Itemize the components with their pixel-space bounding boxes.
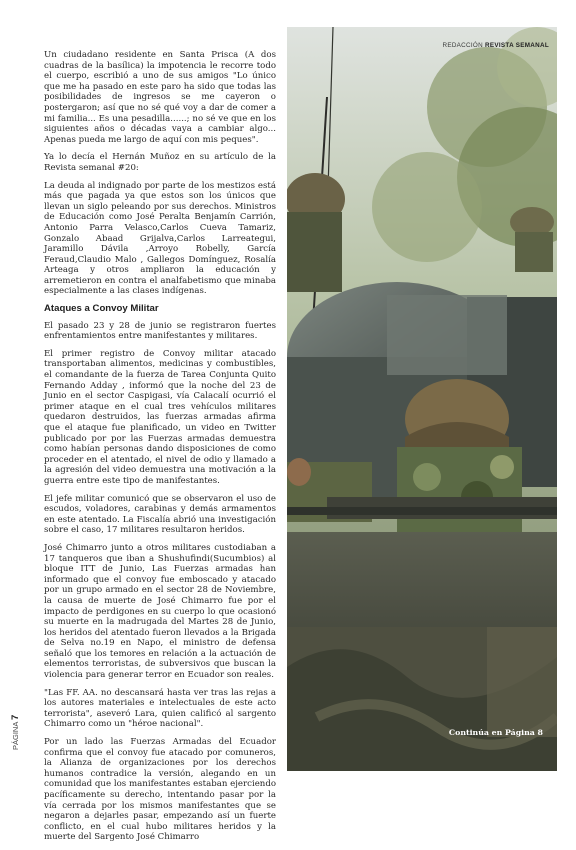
article-paragraph: El pasado 23 y 28 de junio se registraron fuertes enfrentamientos entre manifestantes y militares. <box>44 320 276 342</box>
section-header <box>442 42 549 49</box>
article-paragraph: Por un lado las Fuerzas Armadas del Ecuador confirma que el convoy fue atacado por comuneros, la Alianza de organizaciones por los derechos humanos contradice la versión, alegando en un comunidad que los manifestantes estaban ejerciendo pacíficamente su derecho, intentando pasar por la vía cerrada por los mismos manifestantes que se negaron a dejarles pasar, empezando así un fuerte conflicto, en el cual hubo militares heridos y la muerte del Sargento José Chimarro <box>44 737 276 843</box>
soldiers-on-tank-photo <box>287 27 557 771</box>
article-paragraph: Ya lo decía el Hernán Muñoz en su artículo de la Revista semanal #20: <box>44 152 276 173</box>
section-heading: Ataques a Convoy Militar <box>44 303 159 315</box>
article-paragraph: José Chimarro junto a otros militares custodiaban a 17 tanqueros que iban a Shushufindi(Sucumbios) al bloque ITT de Junio, Las Fuerzas armadas han informado que el convoy fue emboscado y atacado por un grupo armado en el sector 28 de Noviembre, la causa de muerte de José Chimarro fue por el impacto de perdigones en su cuerpo lo que ocasionó su muerte en la madrugada del Martes 28 de Junio, los heridos del atentado fueron llevados a la Brigada de Selva no.19 en Napo, el ministro de defensa señaló que los temores en relación a la actuación de elementos terroristas, de subversivos que buscan la violencia para generar terror en Ecuador son reales. <box>44 542 276 681</box>
article-quote: "Las FF. AA. no descansará hasta ver tras las rejas a los autores materiales e intelectuales de este acto terrorista", aseveró Lara, quien calificó al sargento Chimarro como un "héroe nacional". <box>44 687 276 730</box>
article-paragraph: Un ciudadano residente en Santa Prisca (A dos cuadras de la basílica) la impotencia le recorre todo el cuerpo, escribió a uno de sus amigos "Lo único que me ha pasado en este paro ha sido que todas las posibilidades de ingresos se me cayeron o postergaron; así que no sé qué voy a dar de comer a mi familia... Es una pesadilla......; no sé ve que en los siguientes años o décadas vaya a cambiar algo... Apenas pueda me largo de aquí con mis peques". <box>44 50 276 145</box>
continued-on-page-link[interactable]: Continúa en Página 8 <box>448 728 543 737</box>
page-number-value: 7 <box>10 714 21 720</box>
photo-illustration <box>287 27 557 771</box>
article-paragraph: El primer registro de Convoy militar atacado transportaban alimentos, medicinas y combustibles, el comandante de la fuerza de Tarea Conjunta Quito Fernando Adday , informó que la noche del 23 de Junio en el sector Caspigasi, vía Calacalí ocurrió el primer ataque en el cual tres vehículos militares quedaron destruidos, las fuerzas armadas afirma que el ataque fue planificado, un video en Twitter publicado por por las Fuerzas armadas demuestra como habían personas dando disposiciones de como proceder en el atentado, el nivel de odio y llamado a la agresión del video demuestra una motivación a la guerra entre este tipo de manifestantes. <box>44 348 276 486</box>
section-label: REDACCIÓN <box>442 42 483 49</box>
page-number <box>10 690 24 750</box>
article-column <box>44 50 276 850</box>
article-paragraph: La deuda al indignado por parte de los mestizos está más que pagada ya que estos son los únicos que llevan un siglo peleando por sus derechos. Ministros de Educación como José Peralta Benjamín Carrión, Antonio Parra Velasco,Carlos Cueva Tamariz, Gonzalo Abaad Grijalva,Carlos Larreategui, Jaramillo Dávila ,Arroyo Robelly, García Feraud,Claudio Malo , Gallegos Domínguez, Rosalía Arteaga y otros ampliaron la educación y arremetieron en contra el analfabetismo que minaba especialmente a las clases indígenas. <box>44 180 276 297</box>
article-paragraph: El jefe militar comunicó que se observaron el uso de escudos, voladores, carabinas y demás armamentos en este atentado. La Fiscalía abrió una investigación sobre el caso, 17 militares resultaron heridos. <box>44 493 276 536</box>
page-label: PÁGINA <box>11 722 20 750</box>
publication-name: REVISTA SEMANAL <box>485 42 549 49</box>
